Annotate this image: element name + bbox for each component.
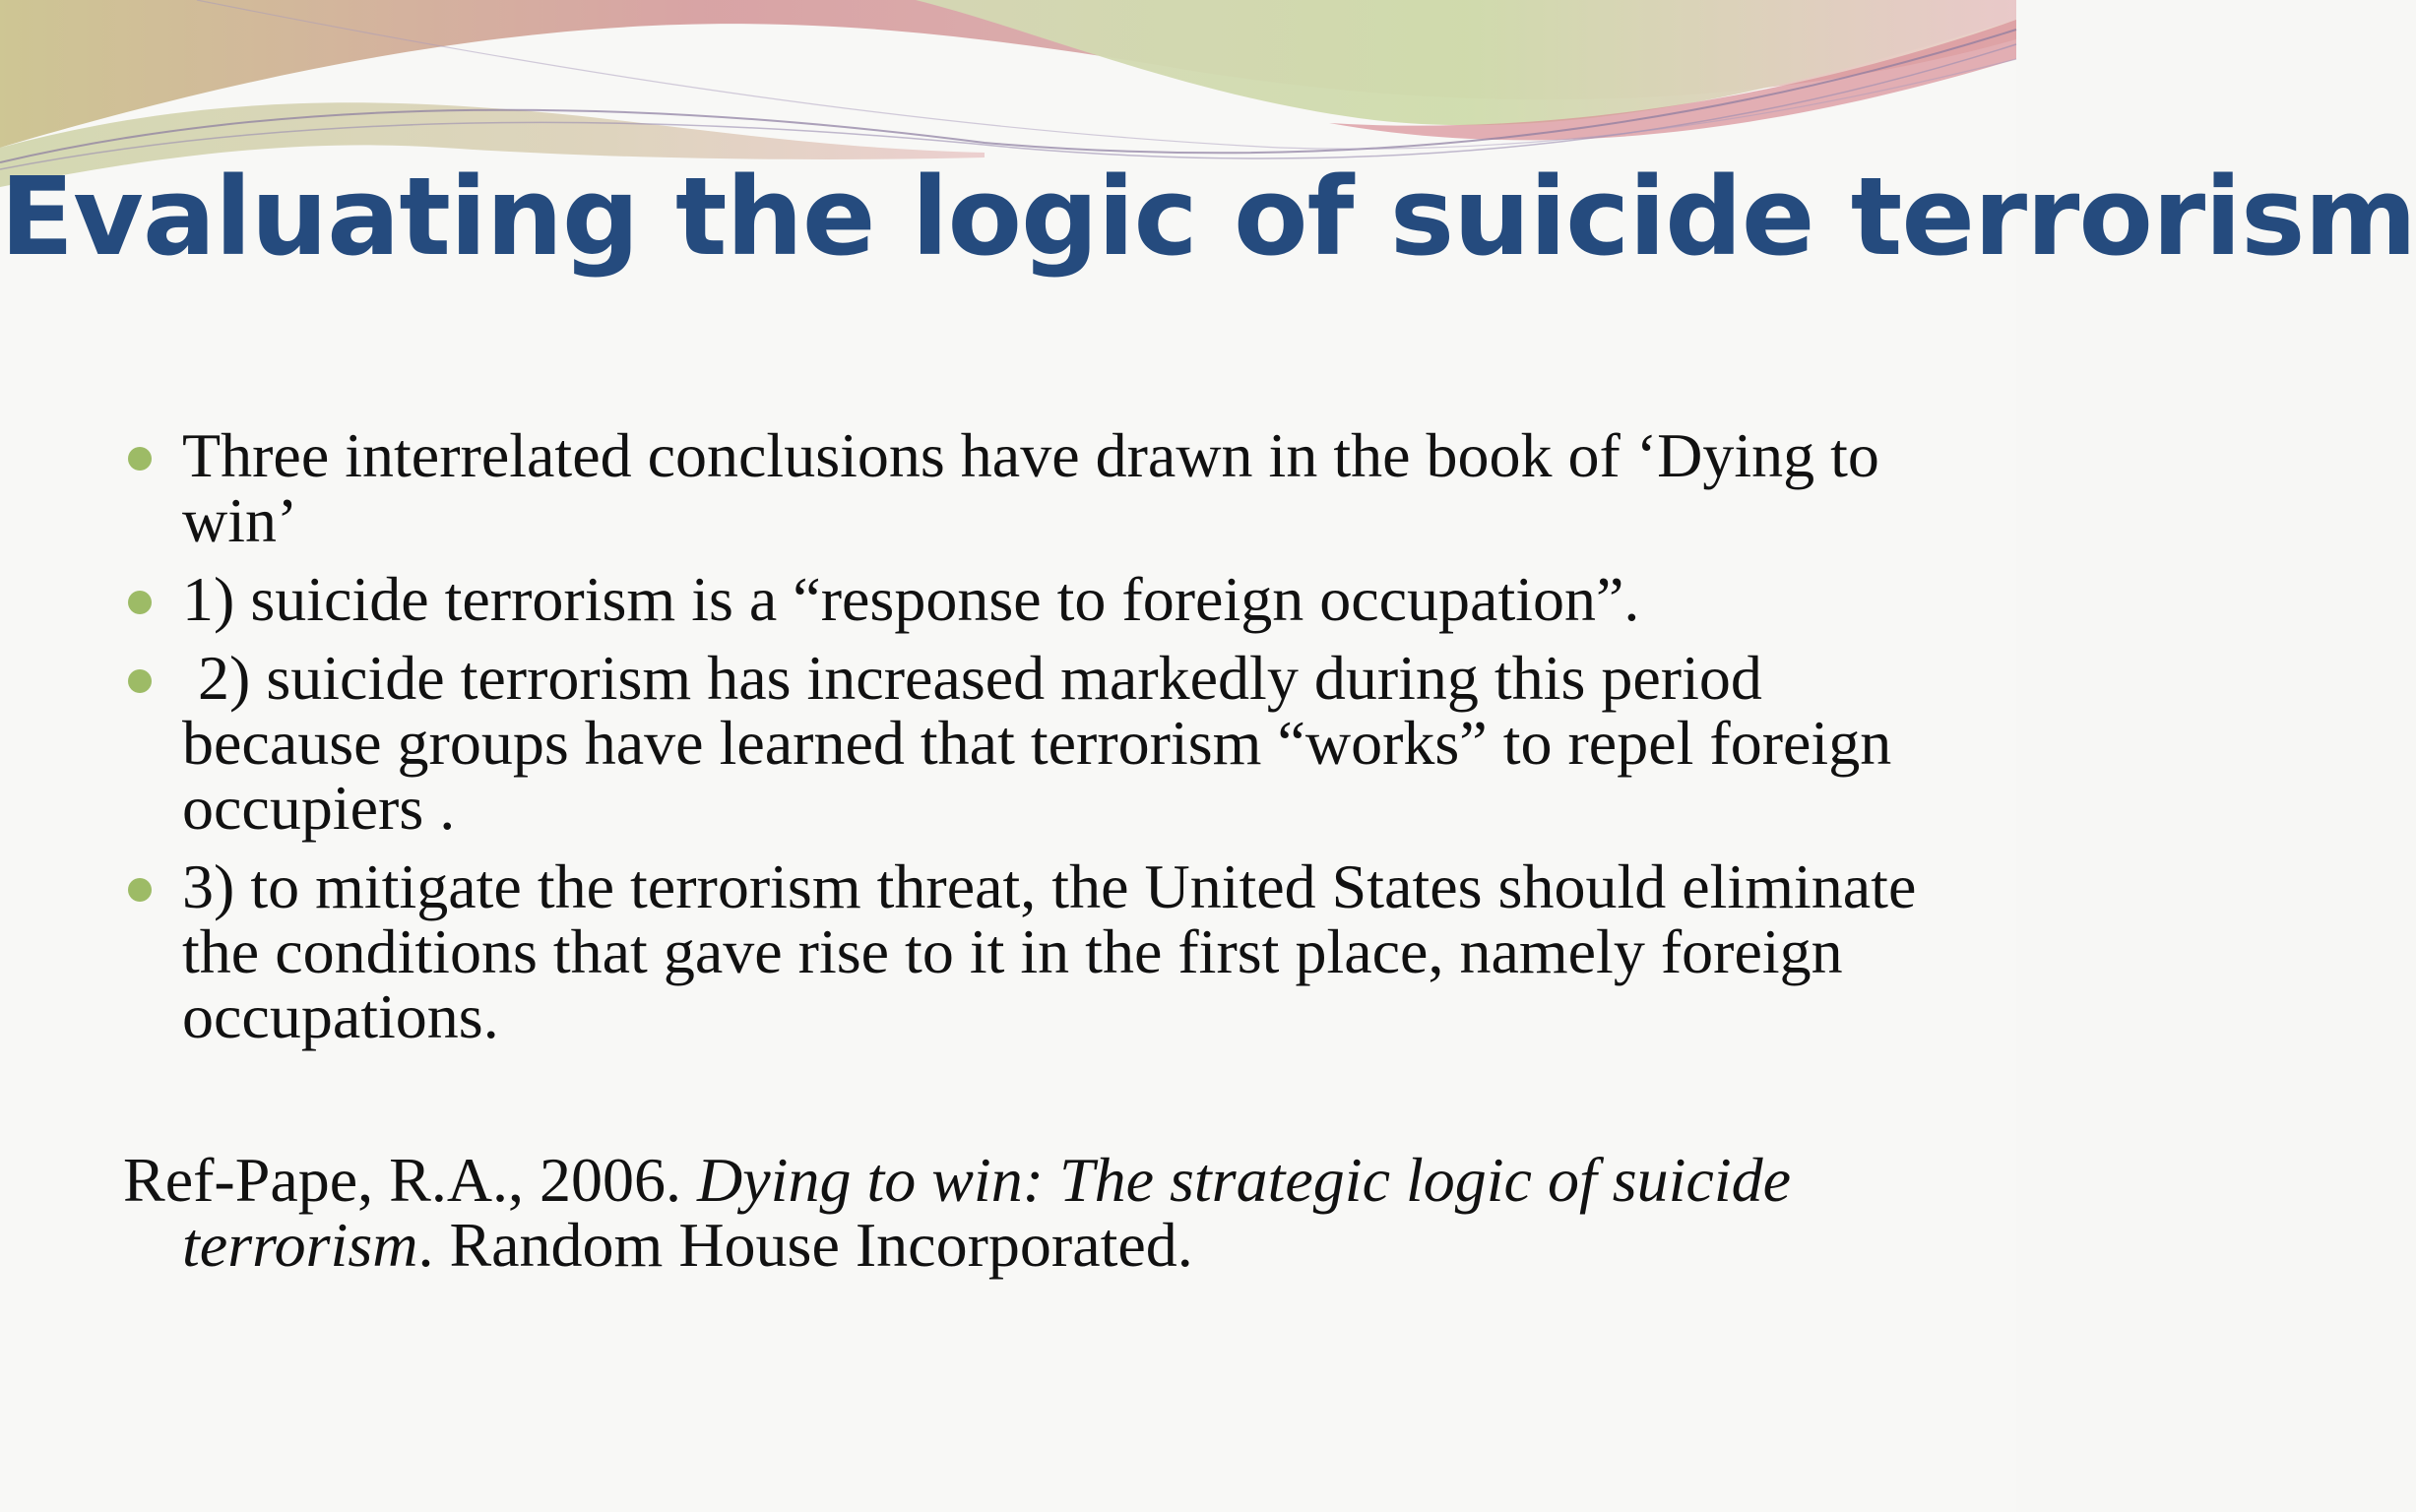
bullet-item (123, 564, 1944, 634)
bullet-item (123, 643, 1944, 843)
slide-title: Evaluating the logic of suicide terrorism (0, 154, 2416, 280)
bullet-item (123, 420, 1944, 555)
bullet-dot-icon (128, 591, 152, 614)
reference-citation (123, 1145, 1944, 1280)
bullet-text: 3) to mitigate the terrorism threat, the United States should eliminate the conditions that gave rise to it in the first place, namely foreign occupations. (182, 851, 1917, 1051)
slide-content (123, 420, 1944, 1341)
reference-suffix: . Random House Incorporated. (417, 1210, 1193, 1280)
bullet-item (123, 851, 1944, 1051)
bullet-list (123, 420, 1944, 1051)
bullet-dot-icon (128, 669, 152, 693)
bullet-dot-icon (128, 878, 152, 902)
bullet-dot-icon (128, 447, 152, 471)
bullet-text: 2) suicide terrorism has increased markedly during this period because groups have learned that terrorism “works” to repel foreign occupiers . (182, 643, 1908, 843)
bullet-text: Three interrelated conclusions have drawn in the book of ‘Dying to win’ (182, 420, 1879, 555)
reference-book-title: Dying to win: The strategic logic of suicide terrorism (182, 1145, 1791, 1280)
reference-prefix: Ref-Pape, R.A., 2006. (123, 1145, 698, 1215)
bullet-text: 1) suicide terrorism is a “response to foreign occupation”. (182, 564, 1640, 634)
